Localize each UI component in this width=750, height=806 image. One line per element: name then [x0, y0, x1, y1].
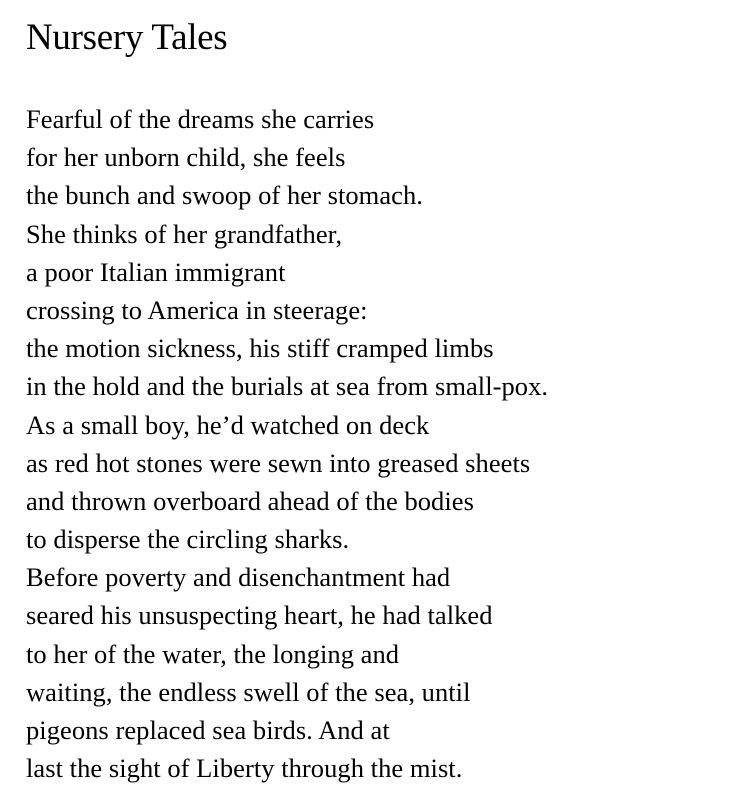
- poem-line: She thinks of her grandfather,: [26, 218, 343, 249]
- poem-line: last the sight of Liberty through the mist.: [26, 753, 463, 784]
- poem-line: in the hold and the burials at sea from small-pox.: [26, 371, 549, 402]
- poem-line: waiting, the endless swell of the sea, until: [26, 676, 471, 707]
- poem-line: seared his unsuspecting heart, he had talked: [26, 600, 493, 631]
- poem-line: Fearful of the dreams she carries: [26, 104, 375, 134]
- poem-line: As a small boy, he’d watched on deck: [26, 409, 430, 440]
- poem-line: and thrown overboard ahead of the bodies: [26, 485, 474, 516]
- poem-line: crossing to America in steerage:: [26, 294, 368, 325]
- poem-line: a poor Italian immigrant: [26, 256, 286, 287]
- poem-title: Nursery Tales: [26, 17, 228, 58]
- poem-line: for her unborn child, she feels: [26, 142, 346, 173]
- poem-line: Before poverty and disenchantment had: [26, 562, 451, 593]
- poem-page: [26, 14, 740, 787]
- poem-line: to disperse the circling sharks.: [26, 524, 350, 555]
- poem-line: as red hot stones were sewn into greased sheets: [26, 447, 531, 478]
- poem-body: [26, 100, 740, 787]
- poem-line: the motion sickness, his stiff cramped limbs: [26, 333, 494, 364]
- poem-line: the bunch and swoop of her stomach.: [26, 180, 423, 211]
- poem-line: to her of the water, the longing and: [26, 638, 400, 669]
- poem-line: pigeons replaced sea birds. And at: [26, 715, 390, 745]
